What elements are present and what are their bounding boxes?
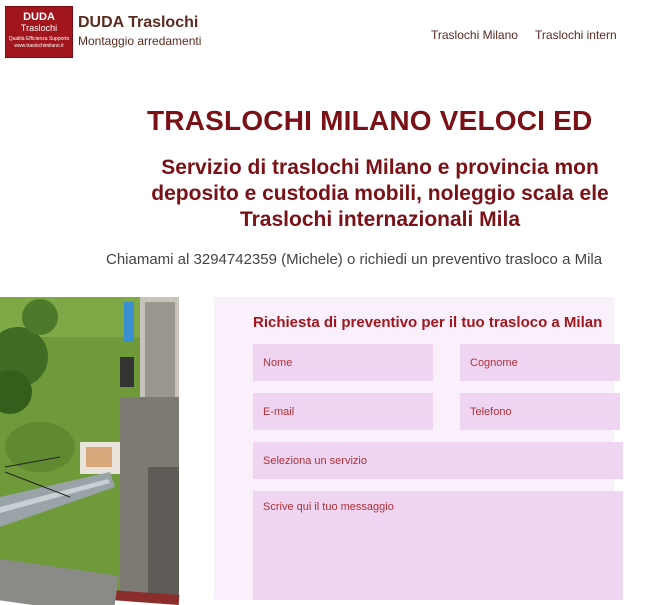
brand-logo[interactable] bbox=[5, 6, 73, 58]
hero-contact-text: Chiamami al 3294742359 (Michele) o richiedi un preventivo trasloco a Mila bbox=[106, 251, 603, 268]
logo-line-4: www.traslochimilano.it bbox=[14, 43, 64, 49]
logo-line-3: Qualità Efficienza Supporto bbox=[8, 36, 70, 42]
brand-tagline: Montaggio arredamenti bbox=[78, 34, 202, 48]
telefono-field[interactable]: Telefono bbox=[460, 393, 620, 430]
hero-subtitle-line: Traslochi internazionali Mila bbox=[239, 208, 521, 231]
email-field[interactable]: E-mail bbox=[253, 393, 433, 430]
brand-name[interactable]: DUDA Traslochi bbox=[78, 14, 199, 31]
moving-lift-photo bbox=[0, 297, 179, 600]
logo-line-2: Traslochi bbox=[20, 23, 58, 33]
main-nav bbox=[431, 28, 631, 42]
cognome-field[interactable]: Cognome bbox=[460, 344, 620, 381]
nav-link-traslochi-internazionali[interactable]: Traslochi intern bbox=[535, 28, 617, 42]
quote-form-panel bbox=[214, 297, 614, 600]
hero-subtitle-line: Servizio di traslochi Milano e provincia mon bbox=[161, 156, 599, 179]
messaggio-textarea[interactable]: Scrive qui il tuo messaggio bbox=[253, 491, 623, 600]
site-header bbox=[0, 0, 617, 70]
hero-subtitle-line: deposito e custodia mobili, noleggio scala ele bbox=[151, 182, 609, 205]
logo-line-1: DUDA bbox=[23, 11, 55, 23]
hero-subtitle bbox=[100, 155, 660, 233]
form-title: Richiesta di preventivo per il tuo trasloco a Milan bbox=[253, 314, 603, 331]
nome-field[interactable]: Nome bbox=[253, 344, 433, 381]
servizio-select[interactable]: Seleziona un servizio bbox=[253, 442, 623, 479]
hero-title: TRASLOCHI MILANO VELOCI ED bbox=[147, 105, 593, 136]
nav-link-traslochi-milano[interactable]: Traslochi Milano bbox=[431, 28, 518, 42]
